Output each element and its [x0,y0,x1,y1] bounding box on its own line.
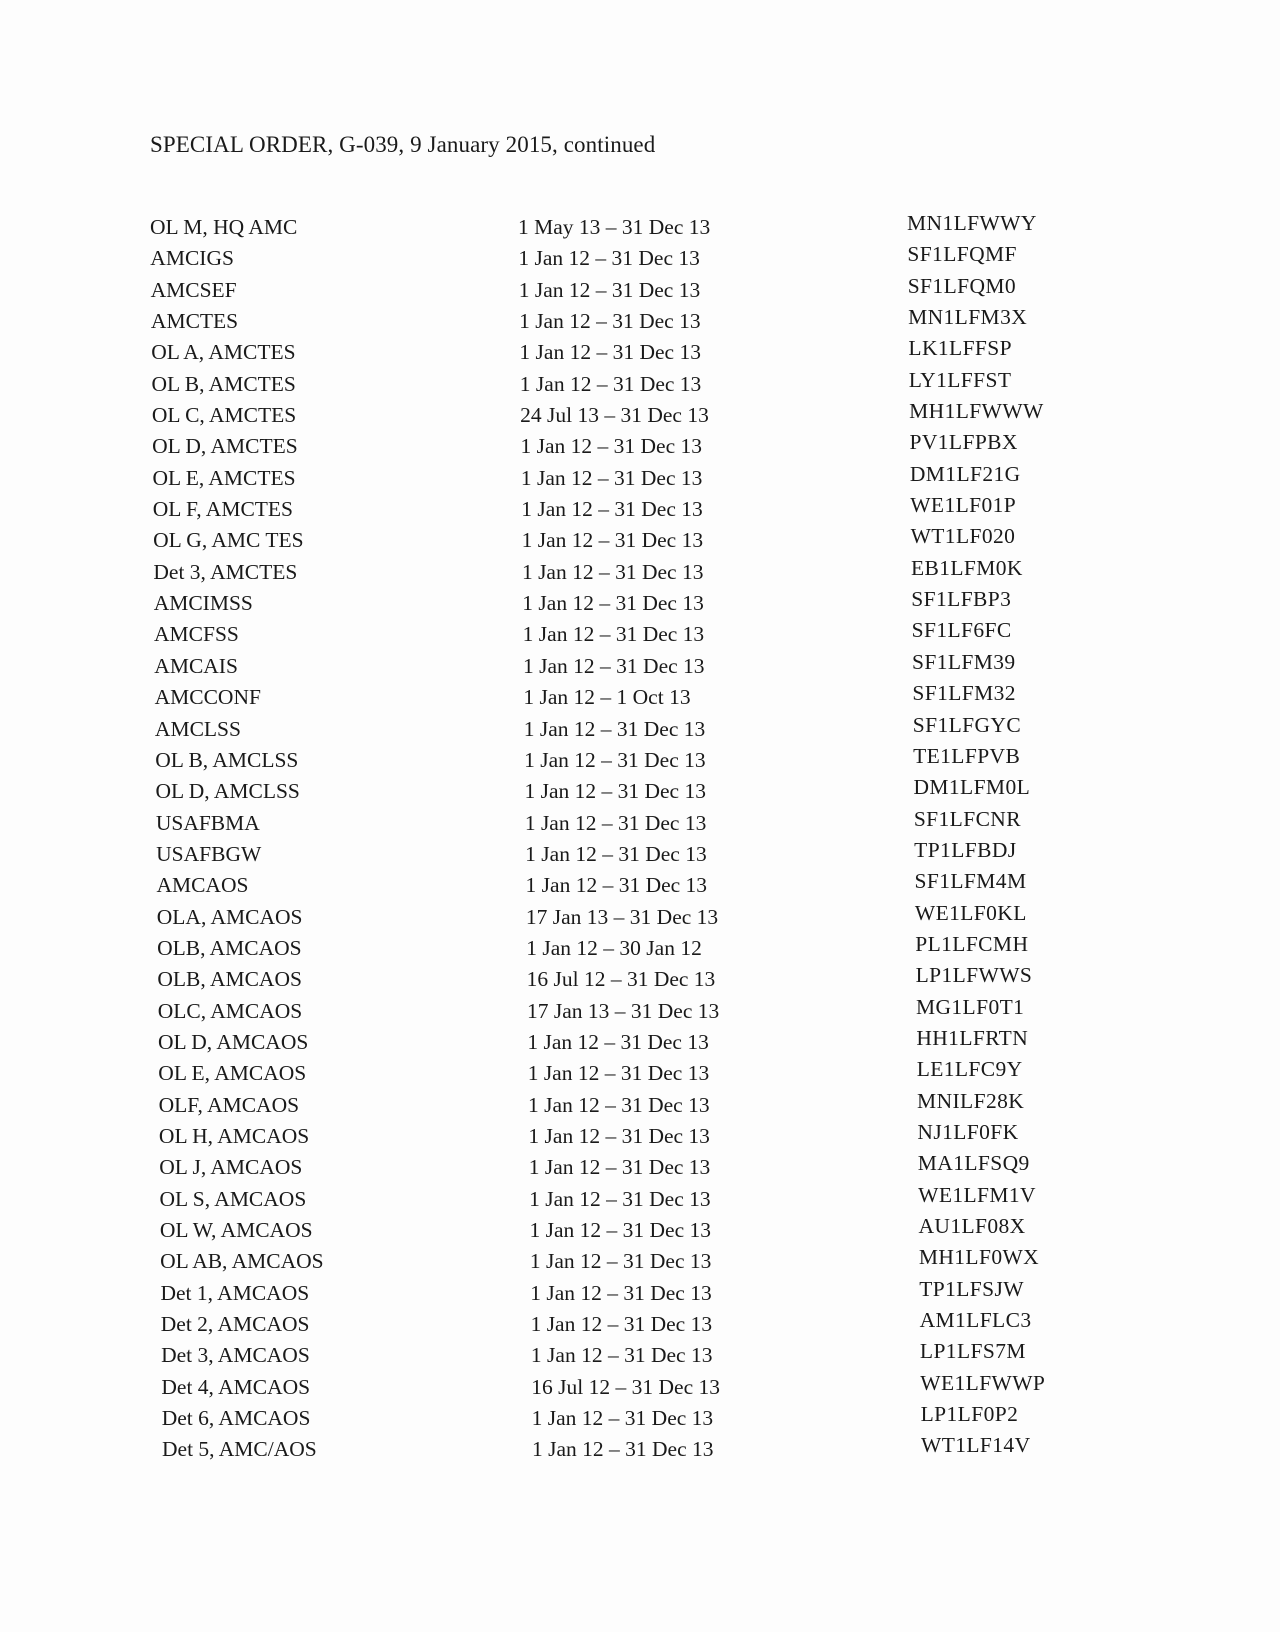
date-range: 1 Jan 12 – 31 Dec 13 [529,1249,712,1274]
unit-name: OL J, AMCAOS [159,1155,303,1180]
unit-name: AMCAIS [154,653,238,678]
date-range: 1 Jan 12 – 31 Dec 13 [522,591,704,616]
list-item [0,1151,1280,1186]
unit-code: LP1LFS7M [919,1339,1026,1364]
unit-code: LY1LFFST [908,367,1012,392]
unit-code: LP1LFWWS [915,963,1033,988]
date-range: 1 Jan 12 – 31 Dec 13 [520,434,703,459]
unit-name: OLF, AMCAOS [158,1092,300,1117]
unit-name: OL M, HQ AMC [150,215,298,239]
unit-name: Det 3, AMCAOS [161,1343,310,1368]
date-range: 1 Jan 12 – 31 Dec 13 [528,1092,710,1117]
unit-code: DM1LF21G [909,461,1021,486]
list-item [0,743,1280,779]
list-item [0,1182,1280,1218]
unit-name: Det 5, AMC/AOS [162,1437,317,1462]
unit-name: OLA, AMCAOS [156,904,303,929]
unit-code: SF1LFGYC [912,712,1022,737]
unit-code: LP1LF0P2 [920,1402,1019,1427]
unit-name: AMCFSS [154,622,239,647]
list-item [0,461,1280,497]
unit-code: WE1LF01P [910,493,1017,518]
list-item [0,1276,1280,1312]
list-item [0,869,1280,904]
date-range: 1 Jan 12 – 30 Jan 12 [526,935,702,960]
unit-code: WE1LFM1V [918,1182,1036,1207]
date-range: 1 Jan 12 – 31 Dec 13 [524,747,706,772]
list-item [0,618,1280,653]
list-item [0,1339,1280,1374]
list-item [0,994,1280,1030]
date-range: 1 Jan 12 – 31 Dec 13 [520,465,703,490]
unit-code: WE1LFWWP [920,1370,1046,1395]
unit-code: DM1LFM0L [913,775,1031,800]
date-range: 1 Jan 12 – 31 Dec 13 [529,1186,711,1211]
unit-code: WT1LF020 [910,524,1016,549]
unit-code: LK1LFFSP [908,336,1012,361]
unit-code: SF1LF6FC [911,618,1012,643]
unit-name: AMCIGS [150,246,234,271]
list-item [0,900,1280,936]
unit-name: OLB, AMCAOS [157,967,302,992]
unit-code: SF1LFBP3 [911,587,1012,612]
unit-name: OL F, AMCTES [152,497,294,522]
unit-code: AM1LFLC3 [919,1308,1032,1333]
date-range: 1 Jan 12 – 31 Dec 13 [524,779,706,804]
date-range: 1 Jan 12 – 31 Dec 13 [518,277,701,302]
date-range: 1 Jan 12 – 31 Dec 13 [521,559,704,584]
list-item [0,1308,1280,1343]
unit-name: OL E, AMCAOS [158,1061,307,1086]
date-range: 1 Jan 12 – 1 Oct 13 [523,685,691,710]
date-range: 1 Jan 12 – 31 Dec 13 [528,1123,710,1148]
date-range: 1 Jan 12 – 31 Dec 13 [518,246,700,271]
unit-code: SF1LFM4M [914,869,1027,894]
list-item [0,242,1280,277]
list-item [0,273,1280,309]
list-item [0,1245,1280,1280]
date-range: 1 Jan 12 – 31 Dec 13 [521,497,703,522]
list-item [0,1057,1280,1092]
date-range: 1 Jan 12 – 31 Dec 13 [531,1406,714,1431]
date-range: 1 Jan 12 – 31 Dec 13 [519,340,701,365]
list-item [0,963,1280,998]
unit-code: EB1LFM0K [910,555,1023,580]
assignment-list [0,211,1280,1469]
list-item [0,493,1280,528]
unit-code: NJ1LF0FK [917,1119,1019,1144]
unit-name: Det 3, AMCTES [153,559,298,584]
unit-code: MH1LFWWW [909,399,1044,424]
unit-name: Det 1, AMCAOS [160,1280,310,1305]
list-item [0,712,1280,748]
list-item [0,1214,1280,1249]
list-item [0,1025,1280,1061]
date-range: 24 Jul 13 – 31 Dec 13 [520,403,709,428]
date-range: 1 Jan 12 – 31 Dec 13 [527,1029,709,1054]
date-range: 1 Jan 12 – 31 Dec 13 [530,1312,713,1337]
unit-name: OL H, AMCAOS [158,1123,310,1148]
unit-name: OL B, AMCLSS [155,747,299,772]
unit-code: WE1LF0KL [914,900,1027,925]
list-item [0,524,1280,559]
list-item [0,649,1280,685]
date-range: 16 Jul 12 – 31 Dec 13 [526,967,716,992]
unit-name: AMCAOS [156,873,249,898]
date-range: 1 Jan 12 – 31 Dec 13 [529,1218,712,1242]
list-item [0,1370,1280,1406]
unit-name: USAFBGW [156,841,262,866]
unit-code: SF1LFM39 [912,649,1016,674]
unit-code: TP1LFBDJ [914,837,1017,862]
unit-code: SF1LFM32 [912,681,1016,706]
unit-name: AMCTES [150,309,239,334]
unit-name: OL S, AMCAOS [159,1186,307,1211]
list-item [0,336,1280,371]
unit-code: TE1LFPVB [913,743,1021,768]
unit-name: AMCSEF [150,277,237,302]
unit-code: AU1LF08X [918,1214,1026,1238]
unit-code: WT1LF14V [921,1433,1031,1458]
list-item [0,399,1280,434]
list-item [0,1088,1280,1124]
unit-name: Det 4, AMCAOS [161,1374,311,1399]
list-item [0,806,1280,842]
list-item [0,931,1280,967]
unit-code: MA1LFSQ9 [917,1151,1030,1176]
date-range: 1 Jan 12 – 31 Dec 13 [525,841,707,866]
unit-name: OLB, AMCAOS [157,935,302,960]
date-range: 1 Jan 12 – 31 Dec 13 [530,1280,712,1305]
list-item [0,1433,1280,1468]
date-range: 1 Jan 12 – 31 Dec 13 [521,528,704,553]
date-range: 1 May 13 – 31 Dec 13 [518,215,711,239]
unit-name: OL W, AMCAOS [159,1218,313,1242]
unit-name: OL D, AMCAOS [158,1029,309,1054]
date-range: 16 Jul 12 – 31 Dec 13 [531,1374,720,1399]
date-range: 17 Jan 13 – 31 Dec 13 [526,998,720,1023]
unit-name: OL D, AMCLSS [155,779,300,804]
date-range: 1 Jan 12 – 31 Dec 13 [530,1343,713,1368]
date-range: 1 Jan 12 – 31 Dec 13 [524,810,707,835]
unit-code: PL1LFCMH [915,931,1029,956]
list-item [0,367,1280,403]
list-item [0,775,1280,810]
list-item [0,1402,1280,1437]
date-range: 1 Jan 12 – 31 Dec 13 [528,1155,711,1180]
date-range: 1 Jan 12 – 31 Dec 13 [522,622,705,647]
unit-code: LE1LFC9Y [916,1057,1023,1082]
unit-name: OL B, AMCTES [151,371,296,396]
unit-code: MG1LF0T1 [915,994,1025,1019]
date-range: 1 Jan 12 – 31 Dec 13 [519,309,701,334]
unit-name: AMCCONF [154,685,261,710]
list-item [0,430,1280,465]
date-range: 1 Jan 12 – 31 Dec 13 [523,716,706,741]
unit-code: PV1LFPBX [909,430,1018,455]
unit-name: OL G, AMC TES [153,528,304,553]
unit-code: SF1LFCNR [913,806,1021,831]
list-item [0,305,1280,340]
unit-code: MN1LFWWY [907,211,1037,235]
list-item [0,211,1280,246]
date-range: 1 Jan 12 – 31 Dec 13 [519,371,702,396]
unit-name: OL A, AMCTES [151,340,296,365]
unit-name: AMCIMSS [153,591,253,616]
list-item [0,1119,1280,1155]
unit-name: USAFBMA [155,810,260,835]
unit-name: AMCLSS [154,716,241,741]
unit-name: Det 2, AMCAOS [160,1312,310,1337]
date-range: 17 Jan 13 – 31 Dec 13 [525,904,719,929]
unit-code: SF1LFQMF [907,242,1017,267]
unit-name: OL D, AMCTES [152,434,298,459]
date-range: 1 Jan 12 – 31 Dec 13 [527,1061,710,1086]
unit-code: SF1LFQM0 [907,273,1017,298]
unit-name: Det 6, AMCAOS [161,1406,311,1431]
unit-name: OLC, AMCAOS [157,998,303,1023]
unit-code: MN1LFM3X [908,305,1028,330]
list-item [0,587,1280,622]
list-item [0,837,1280,873]
page-heading: SPECIAL ORDER, G-039, 9 January 2015, continued [150,132,656,157]
unit-code: TP1LFSJW [919,1276,1024,1301]
unit-code: HH1LFRTN [916,1025,1029,1050]
unit-name: OL AB, AMCAOS [160,1249,324,1274]
date-range: 1 Jan 12 – 31 Dec 13 [532,1437,714,1462]
list-item [0,681,1280,716]
unit-name: OL C, AMCTES [151,403,297,428]
list-item [0,555,1280,591]
unit-code: MNILF28K [917,1088,1025,1113]
date-range: 1 Jan 12 – 31 Dec 13 [525,873,708,898]
unit-code: MH1LF0WX [918,1245,1040,1270]
date-range: 1 Jan 12 – 31 Dec 13 [523,653,705,678]
unit-name: OL E, AMCTES [152,465,296,490]
